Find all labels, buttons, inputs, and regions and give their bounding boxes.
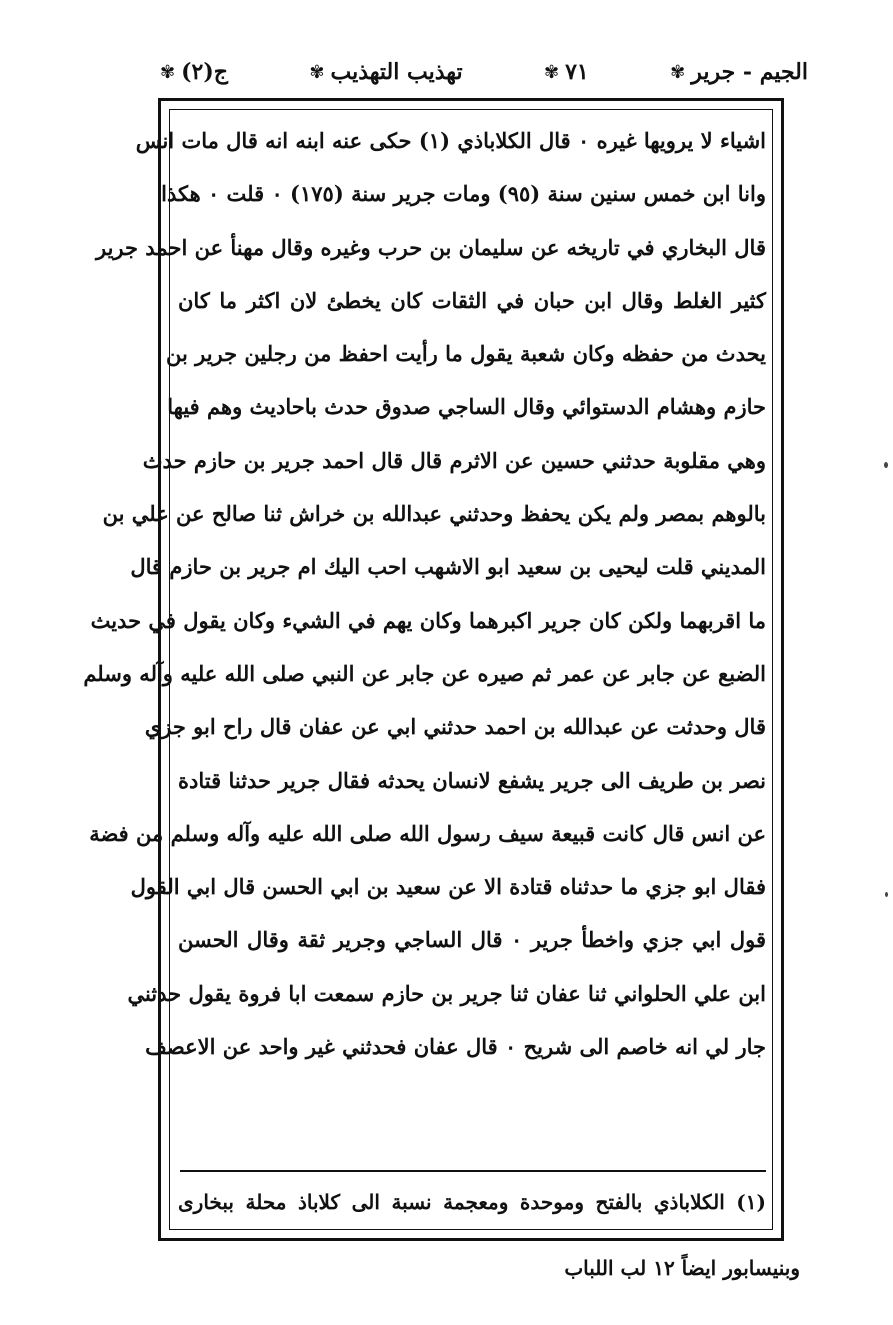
header-volume: ج(٢)	[181, 59, 228, 85]
header-section-group	[670, 59, 808, 85]
text-line: المديني قلت ليحيى بن سعيد ابو الاشهب احب اليك ام جرير بن حازم قال	[130, 554, 766, 580]
ornament-star-icon: ✾	[670, 61, 686, 83]
header-page-number: ٧١	[565, 59, 589, 85]
text-line: يحدث من حفظه وكان شعبة يقول ما رأيت احفظ من رجلين جرير بن	[165, 341, 766, 367]
text-line: قال وحدثت عن عبدالله بن احمد حدثني ابي عن عفان قال راح ابو جزي	[144, 714, 766, 740]
header-book-title: تهذيب التهذيب	[330, 59, 463, 85]
ornament-star-icon: ✾	[309, 61, 325, 83]
footnote: (١) الكلاباذي بالفتح وموحدة ومعجمة نسبة الى كلاباذ محلة ببخارى	[178, 1190, 766, 1214]
text-line: حازم وهشام الدستوائي وقال الساجي صدوق حدث باحاديث وهم فيها	[167, 394, 766, 420]
scan-speck	[884, 462, 888, 468]
text-line: وانا ابن خمس سنين سنة (٩٥) ومات جرير سنة (١٧٥) ۰ قلت ۰ هكذا	[161, 181, 766, 207]
main-text	[83, 114, 766, 1073]
text-line: قال البخاري في تاريخه عن سليمان بن حرب وغيره وقال مهنأ عن احمد جرير	[95, 234, 766, 260]
text-line: ما اقربهما ولكن كان جرير اكبرهما وكان يهم في الشيء وكان يقول في حديث	[90, 607, 766, 633]
text-line: قول ابي جزي واخطأ جرير ۰ قال الساجي وجرير ثقة وقال الحسن	[178, 927, 766, 953]
header-page-group	[544, 59, 589, 85]
text-line: وهي مقلوبة حدثني حسين عن الاثرم قال قال احمد جرير بن حازم حدث	[142, 447, 766, 473]
scan-speck	[885, 892, 888, 897]
text-line: بالوهم بمصر ولم يكن يحفظ وحدثني عبدالله بن خراش ثنا صالح عن علي بن	[102, 501, 766, 527]
page-header	[160, 48, 808, 96]
text-line: نصر بن طريف الى جرير يشفع لانسان يحدثه فقال جرير حدثنا قتادة	[178, 767, 766, 793]
header-volume-group	[160, 59, 228, 85]
text-line: كثير الغلط وقال ابن حبان في الثقات كان يخطئ لان اكثر ما كان	[178, 287, 766, 313]
header-title-group	[309, 59, 462, 85]
header-section: الجيم - جرير	[691, 59, 808, 85]
text-line: جار لي انه خاصم الى شريح ۰ قال عفان فحدثني غير واحد عن الاعصف	[145, 1034, 766, 1060]
footnote-divider	[180, 1170, 766, 1172]
margin-note: وبنيسابور ايضاً ١٢ لب اللباب	[564, 1256, 800, 1280]
text-line: عن انس قال كانت قبيعة سيف رسول الله صلى الله عليه وآله وسلم من فضة	[89, 820, 766, 846]
text-line: اشياء لا يرويها غيره ۰ قال الكلاباذي (١) حكى عنه ابنه انه قال مات انس	[135, 128, 766, 153]
text-line: الضبع عن جابر عن عمر ثم صيره عن جابر عن النبي صلى الله عليه وآله وسلم	[83, 660, 766, 686]
text-line: ابن علي الحلواني ثنا عفان ثنا جرير بن حازم سمعت ابا فروة يقول حدثني	[127, 980, 766, 1006]
text-line: فقال ابو جزي ما حدثناه قتادة الا عن سعيد بن ابي الحسن قال ابي القول	[130, 874, 766, 900]
ornament-star-icon: ✾	[160, 61, 176, 83]
ornament-star-icon: ✾	[544, 61, 560, 83]
